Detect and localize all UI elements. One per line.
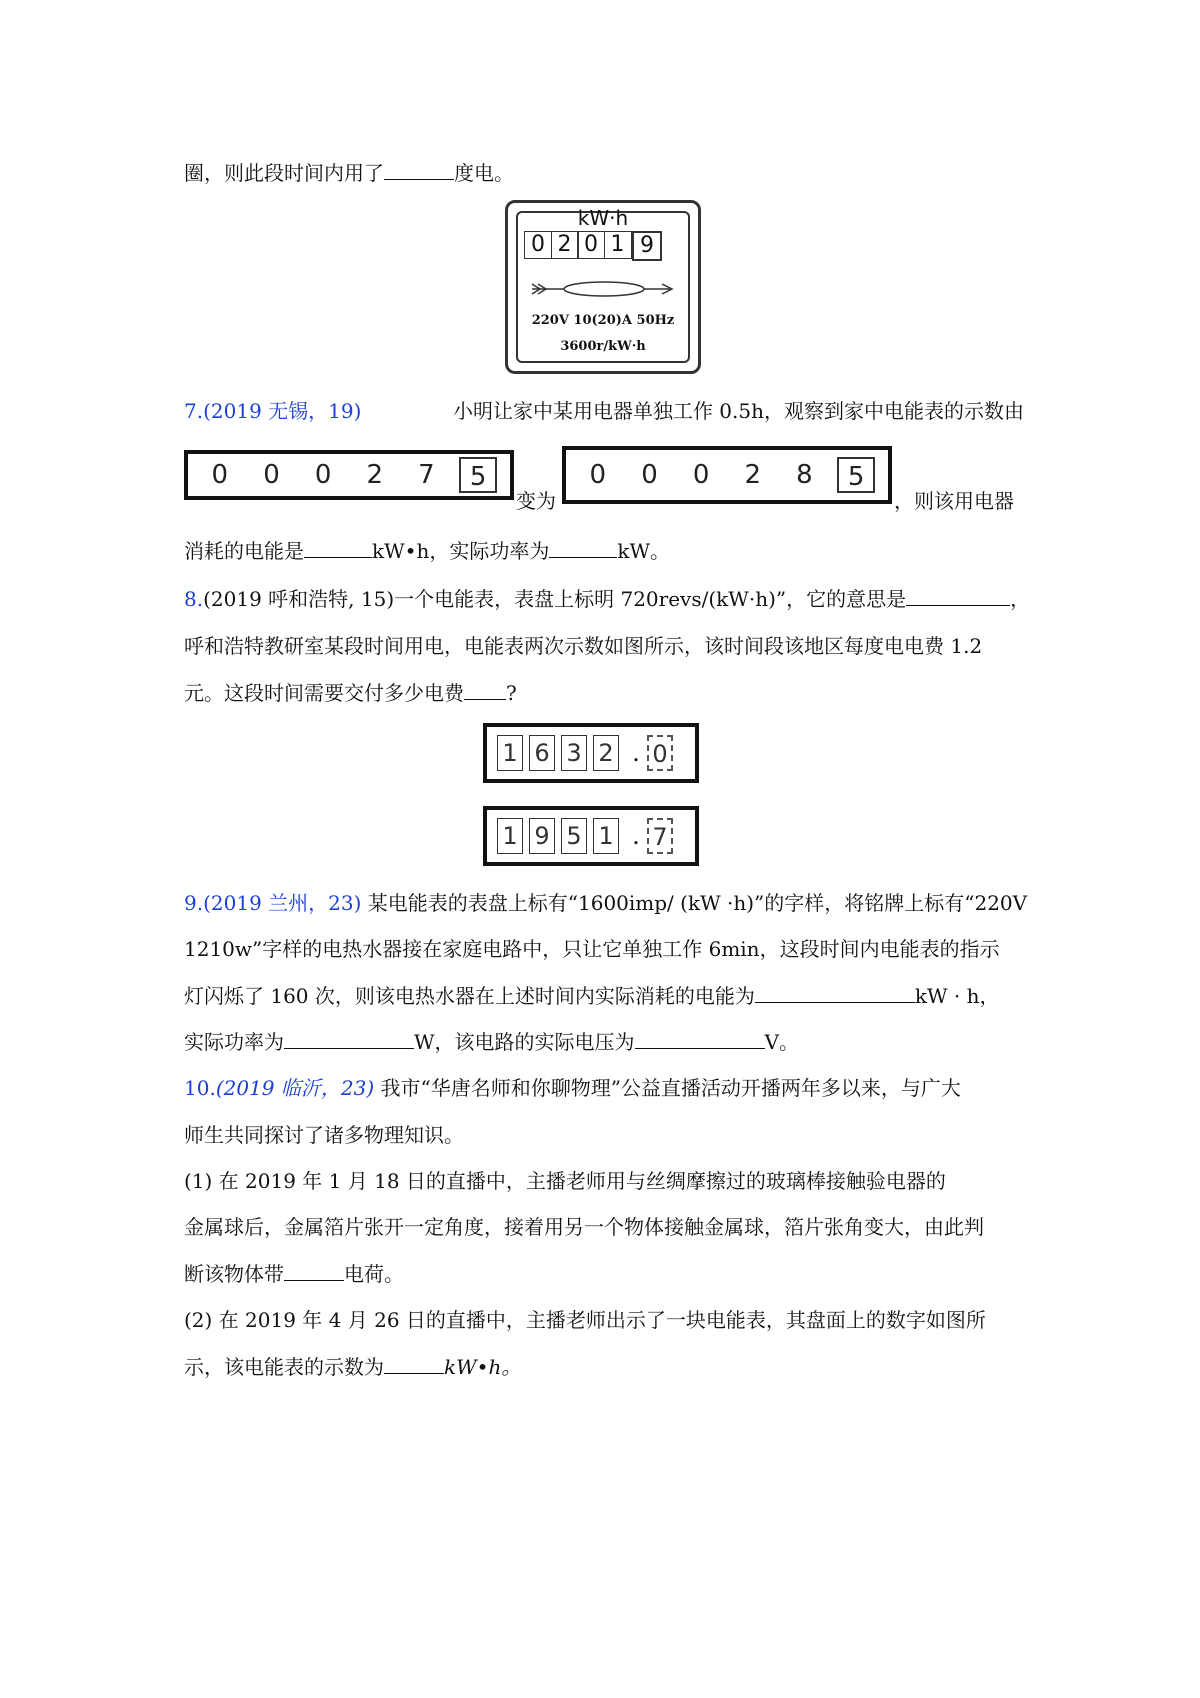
q9-line4 — [184, 1027, 799, 1057]
q10-line1 — [184, 1073, 961, 1103]
q7-line1 — [184, 396, 1024, 426]
energy-meter-figure — [505, 200, 701, 374]
q10-part1-line3 — [184, 1259, 404, 1289]
q8-text: ， — [1010, 587, 1031, 611]
q8-line2: 呼和浩特教研室某段时间用电，电能表两次示数如图所示，该时间段该地区每度电电费 1.2 — [184, 634, 983, 658]
meter-digit: 2 — [551, 231, 579, 259]
reading-digit-decimal: 5 — [459, 457, 497, 493]
q7-text: 消耗的电能是 — [184, 539, 304, 563]
reading-digit-decimal: 0 — [647, 735, 673, 771]
q8-text: 元。这段时间需要交付多少电费 — [184, 681, 464, 705]
q9-text: 某电能表的表盘上标有“1600imp/ (kW ·h)”的字样，将铭牌上标有“220V — [367, 891, 1028, 915]
q8-source: (2019 呼和浩特, 15) — [203, 587, 395, 611]
reading-digit: 0 — [314, 460, 332, 490]
q10-part1-line1: (1) 在 2019 年 1 月 18 日的直播中，主播老师用与丝绸摩擦过的玻璃棒接触验电器的 — [184, 1169, 946, 1193]
q7-reading-before — [184, 450, 514, 500]
reading-digit: 6 — [529, 735, 555, 771]
meter-digit: 0 — [524, 231, 552, 259]
reading-digit: 1 — [497, 818, 523, 854]
meter-digits — [524, 231, 661, 261]
q8-line1 — [184, 584, 1031, 614]
reading-digit: 7 — [418, 460, 435, 490]
q10-text: 断该物体带 — [184, 1262, 284, 1286]
reading-digit: 0 — [263, 460, 280, 490]
q9-line2: 1210w”字样的电热水器接在家庭电路中，只让它单独工作 6min，这段时间内电能表的指示 — [184, 937, 1000, 961]
q7-reading-after — [562, 446, 892, 504]
q10-text: kW•h。 — [444, 1355, 522, 1379]
decimal-point: . — [632, 822, 640, 850]
q10-text: 我市“华唐名师和你聊物理”公益直播活动开播两年多以来，与广大 — [380, 1076, 961, 1100]
answer-blank[interactable] — [464, 679, 506, 700]
q8-text: ? — [506, 681, 517, 705]
reading-digit: 2 — [366, 460, 384, 490]
reading-digit: 0 — [589, 460, 607, 490]
q9-text: 灯闪烁了 160 次，则该电热水器在上述时间内实际消耗的电能为 — [184, 984, 755, 1008]
answer-blank[interactable] — [906, 585, 1010, 606]
answer-blank[interactable] — [384, 1353, 444, 1374]
answer-blank[interactable] — [755, 982, 915, 1003]
q9-line3 — [184, 981, 1000, 1011]
reading-digit-decimal: 5 — [837, 457, 875, 493]
q9-text: 实际功率为 — [184, 1030, 284, 1054]
q7-tail-text: ，则该用电器 — [894, 489, 1014, 513]
q10-text: 示，该电能表的示数为 — [184, 1355, 384, 1379]
q10-part2-line1: (2) 在 2019 年 4 月 26 日的直播中，主播老师出示了一块电能表，其盘面上的数字如图所 — [184, 1308, 986, 1332]
meter-digit: 9 — [632, 231, 662, 261]
answer-blank[interactable] — [635, 1028, 765, 1049]
q6-tail-line — [184, 158, 514, 188]
q10-text: 电荷。 — [344, 1262, 404, 1286]
reading-digit: 5 — [561, 818, 587, 854]
meter-digit: 0 — [577, 231, 605, 259]
reading-digit: 8 — [796, 460, 813, 490]
q9-text: kW · h， — [914, 984, 1000, 1008]
answer-blank[interactable] — [549, 537, 617, 558]
q7-number: 7. — [184, 399, 204, 423]
meter-unit: kW·h — [577, 206, 629, 230]
answer-blank[interactable] — [284, 1028, 414, 1049]
q10-part2-line2 — [184, 1352, 521, 1382]
reading-digit: 0 — [641, 460, 658, 490]
q7-source: (2019 无锡，19) — [203, 399, 362, 423]
q7-text: kW•h，实际功率为 — [372, 539, 550, 563]
reading-digit: 2 — [593, 735, 619, 771]
q7-mid-text: 变为 — [516, 489, 556, 513]
q9-line1 — [184, 888, 1027, 918]
q6-text: 圈，则此段时间内用了 — [184, 161, 384, 185]
reading-digit: 0 — [692, 460, 710, 490]
q9-source: (2019 兰州，23) — [203, 891, 362, 915]
meter-spec-rating: 220V 10(20)A 50Hz — [531, 313, 675, 328]
q7-text: 小明让家中某用电器单独工作 0.5h，观察到家中电能表的示数由 — [452, 399, 1024, 423]
reading-digit: 9 — [529, 818, 555, 854]
q7-text: kW。 — [617, 539, 671, 563]
q8-text: 一个电能表，表盘上标明 720revs/(kW·h)”，它的意思是 — [394, 587, 907, 611]
q10-number: 10. — [184, 1076, 216, 1100]
q9-number: 9. — [184, 891, 204, 915]
meter-digit: 1 — [604, 231, 632, 259]
answer-blank[interactable] — [384, 159, 454, 180]
meter-spec-constant: 3600r/kW·h — [560, 339, 646, 354]
q10-part1-line2: 金属球后，金属箔片张开一定角度，接着用另一个物体接触金属球，箔片张角变大，由此判 — [184, 1215, 984, 1239]
rotating-disc-arrow-icon — [530, 277, 678, 301]
answer-blank[interactable] — [284, 1260, 344, 1281]
reading-digit-decimal: 7 — [647, 818, 673, 854]
q7-line3 — [184, 536, 670, 566]
q8-number: 8. — [184, 587, 204, 611]
q9-text: V。 — [764, 1030, 800, 1054]
reading-digit: 0 — [211, 460, 229, 490]
reading-digit: 2 — [744, 460, 762, 490]
q8-reading-first — [483, 723, 699, 783]
reading-digit: 3 — [561, 735, 587, 771]
q10-source: (2019 临沂，23) — [215, 1076, 375, 1100]
q9-text: W，该电路的实际电压为 — [414, 1030, 635, 1054]
q8-line3 — [184, 678, 517, 708]
reading-digit: 1 — [593, 818, 619, 854]
q8-reading-second — [483, 806, 699, 866]
q6-text-end: 度电。 — [454, 161, 514, 185]
q10-line2: 师生共同探讨了诸多物理知识。 — [184, 1123, 464, 1147]
answer-blank[interactable] — [304, 537, 372, 558]
reading-digit: 1 — [497, 735, 523, 771]
decimal-point: . — [632, 739, 640, 767]
